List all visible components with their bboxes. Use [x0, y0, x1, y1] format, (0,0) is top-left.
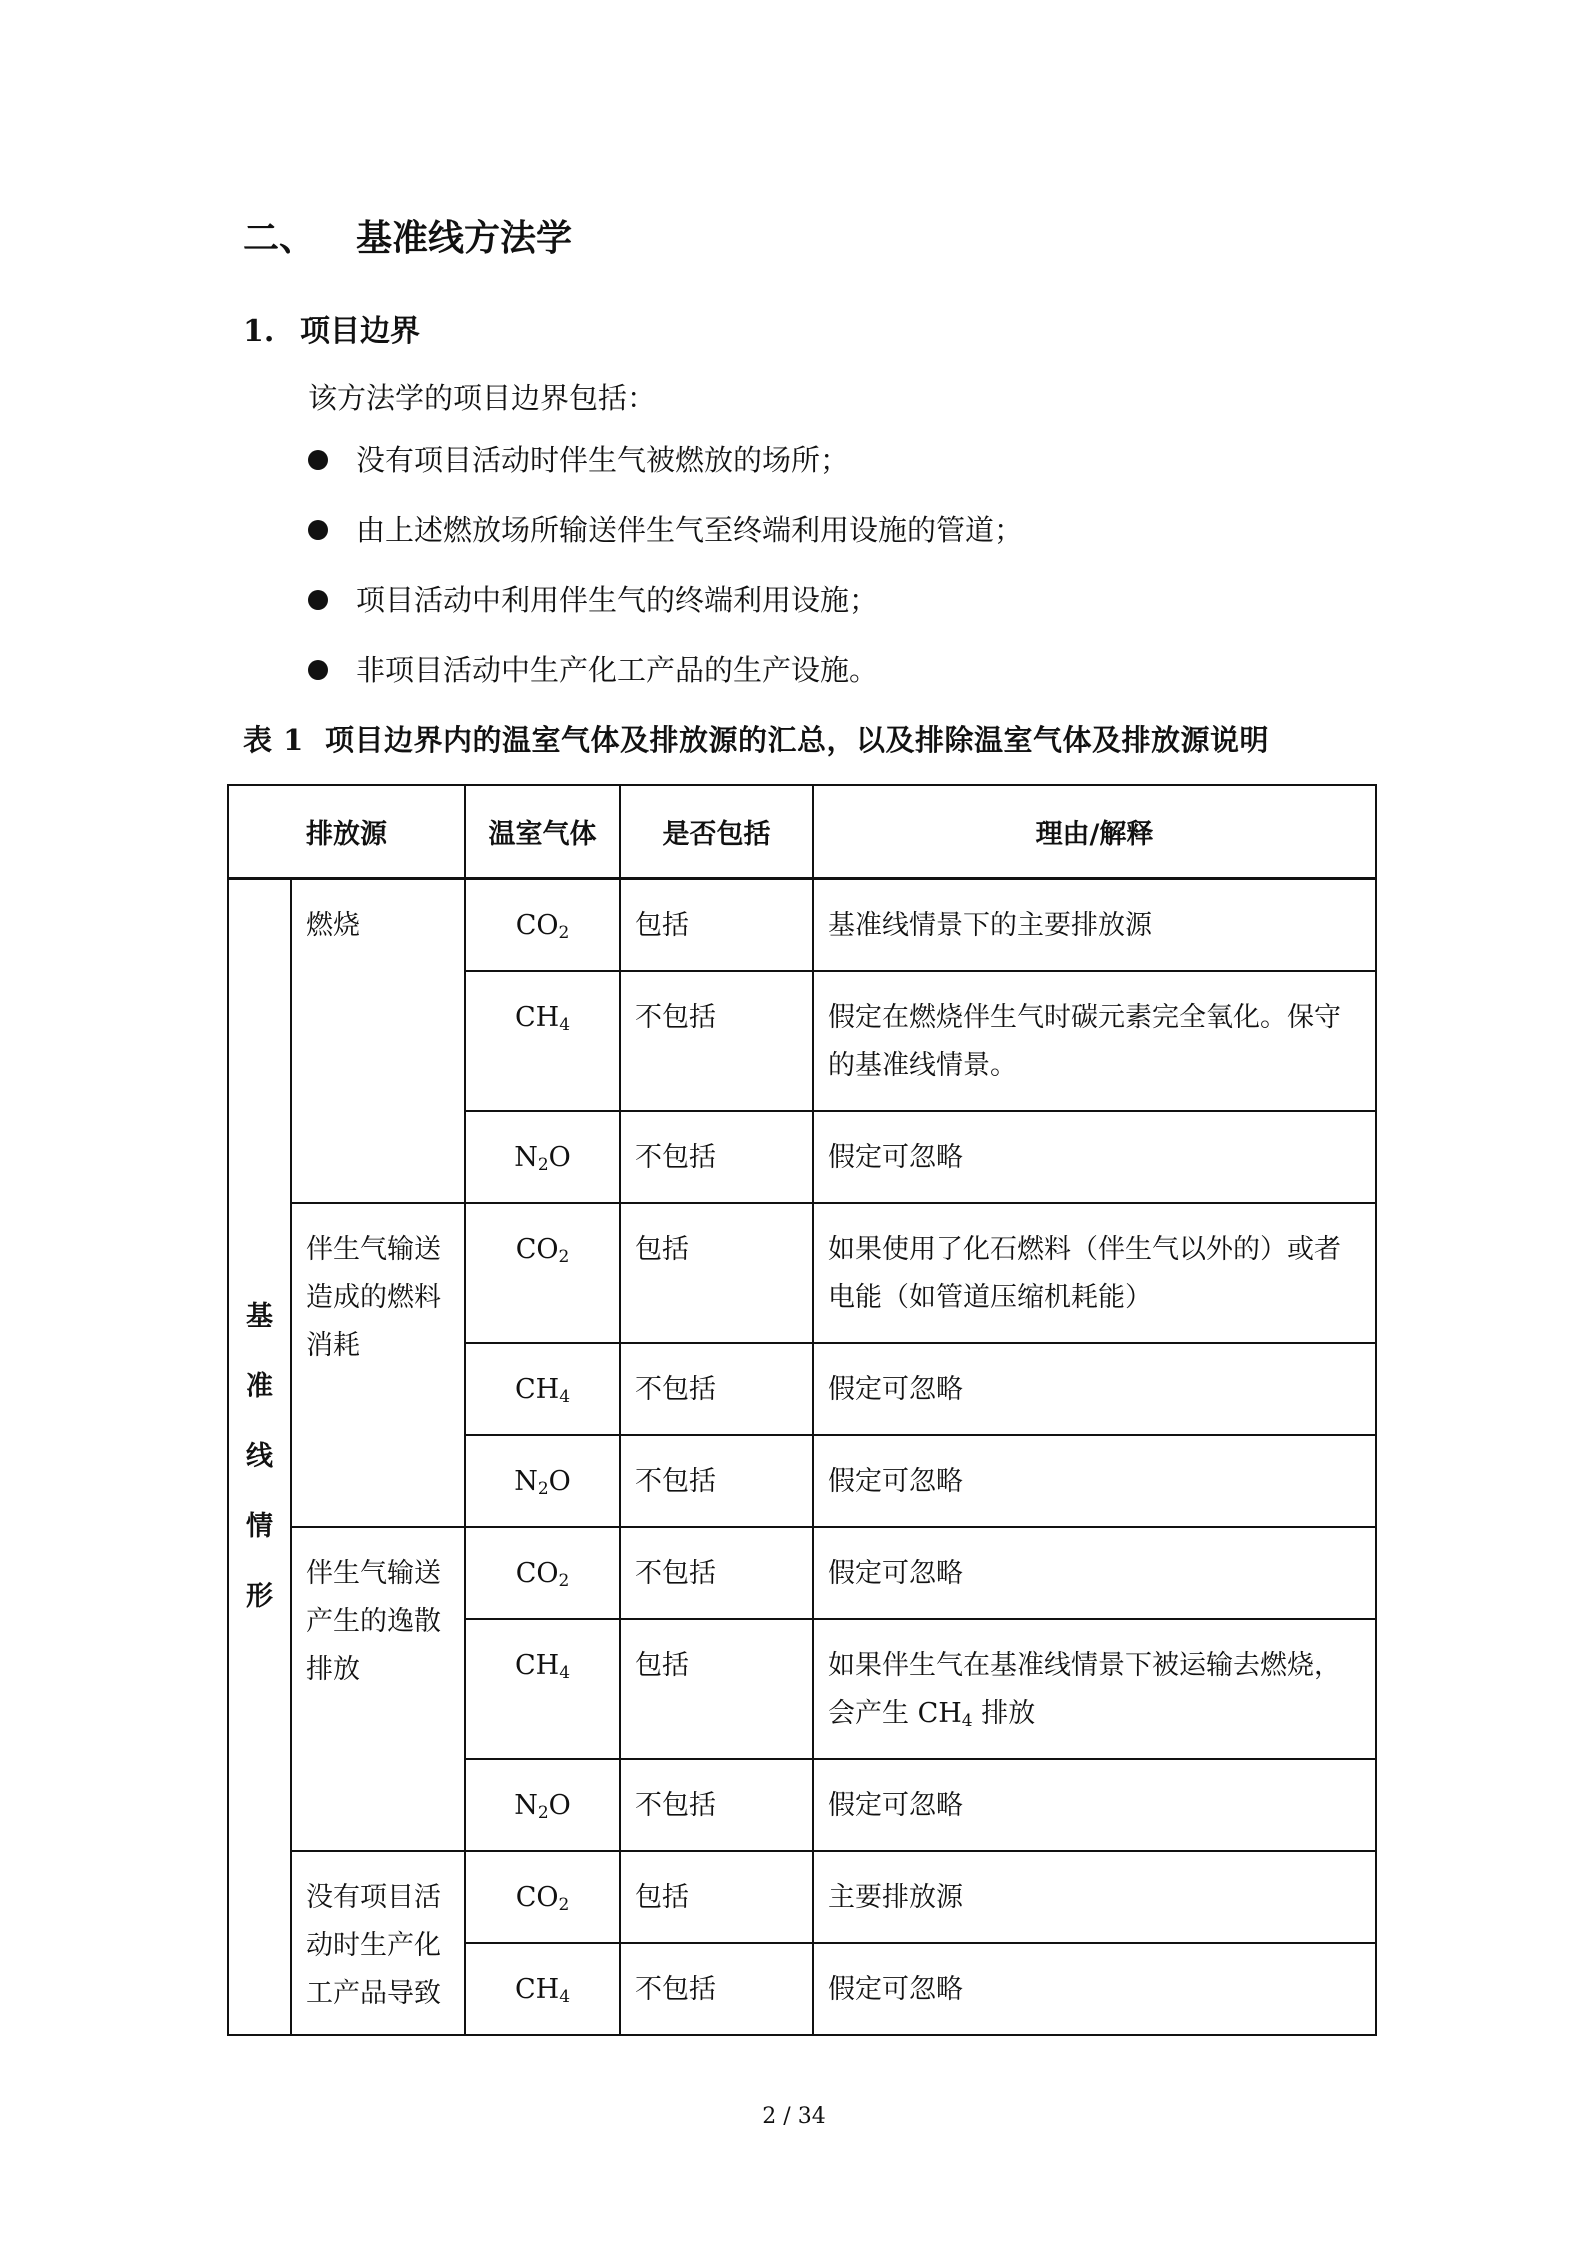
category-char: 线 — [246, 1440, 273, 1472]
list-item-text: 项目活动中利用伴生气的终端利用设施； — [356, 583, 879, 617]
list-item — [308, 650, 1023, 720]
header-reason: 理由/解释 — [813, 785, 1376, 879]
included-cell: 包括 — [620, 1851, 813, 1943]
source-cell: 没有项目活动时生产化工产品导致 — [291, 1851, 465, 2035]
category-char: 准 — [246, 1370, 273, 1402]
reason-cell: 假定可忽略 — [813, 1111, 1376, 1203]
source-cell: 伴生气输送造成的燃料消耗 — [291, 1203, 465, 1527]
included-cell: 不包括 — [620, 1759, 813, 1851]
bullet-icon — [308, 450, 328, 470]
included-cell: 包括 — [620, 879, 813, 971]
reason-cell: 假定可忽略 — [813, 1435, 1376, 1527]
reason-cell: 如果使用了化石燃料（伴生气以外的）或者电能（如管道压缩机耗能） — [813, 1203, 1376, 1343]
list-item — [308, 580, 1023, 650]
header-included: 是否包括 — [620, 785, 813, 879]
included-cell: 不包括 — [620, 1943, 813, 2035]
included-cell: 不包括 — [620, 1527, 813, 1619]
category-char: 情 — [246, 1510, 273, 1542]
table-row — [228, 879, 1376, 971]
category-cell — [228, 879, 291, 2035]
source-cell: 燃烧 — [291, 879, 465, 1203]
reason-cell: 假定可忽略 — [813, 1943, 1376, 2035]
gas-cell: $CH_4$ — [465, 1943, 620, 2035]
boundary-list — [308, 440, 1023, 720]
category-char: 形 — [246, 1580, 273, 1612]
reason-cell: 假定可忽略 — [813, 1527, 1376, 1619]
table-header-row — [228, 785, 1376, 879]
included-cell: 不包括 — [620, 1435, 813, 1527]
list-item-text: 没有项目活动时伴生气被燃放的场所； — [356, 443, 850, 477]
reason-cell: 假定可忽略 — [813, 1759, 1376, 1851]
gas-cell: $CO_2$ — [465, 1203, 620, 1343]
header-source: 排放源 — [228, 785, 465, 879]
table-row — [228, 1527, 1376, 1619]
emission-sources-table — [227, 784, 1377, 2036]
list-item — [308, 440, 1023, 510]
reason-cell: 基准线情景下的主要排放源 — [813, 879, 1376, 971]
gas-cell: $CH_4$ — [465, 1619, 620, 1759]
table-caption — [243, 718, 1269, 759]
included-cell: 不包括 — [620, 971, 813, 1111]
included-cell: 不包括 — [620, 1343, 813, 1435]
page-number: 2 / 34 — [762, 2104, 826, 2129]
included-cell: 包括 — [620, 1619, 813, 1759]
gas-cell: $N_2O$ — [465, 1759, 620, 1851]
gas-cell: $N_2O$ — [465, 1111, 620, 1203]
list-item-text: 非项目活动中生产化工产品的生产设施。 — [356, 653, 879, 687]
gas-cell: $CO_2$ — [465, 879, 620, 971]
gas-cell: $CO_2$ — [465, 1527, 620, 1619]
gas-cell: $CH_4$ — [465, 1343, 620, 1435]
included-cell: 不包括 — [620, 1111, 813, 1203]
reason-cell: 主要排放源 — [813, 1851, 1376, 1943]
subsection-number: 1. — [243, 314, 275, 349]
subsection-heading — [243, 306, 420, 350]
header-gas: 温室气体 — [465, 785, 620, 879]
reason-cell: 如果伴生气在基准线情景下被运输去燃烧，会产生 $CH_4$ 排放 — [813, 1619, 1376, 1759]
gas-cell: $N_2O$ — [465, 1435, 620, 1527]
bullet-icon — [308, 520, 328, 540]
section-number: 二、 — [243, 218, 316, 259]
section-title: 基准线方法学 — [356, 218, 573, 259]
category-char: 基 — [246, 1300, 273, 1332]
source-cell: 伴生气输送产生的逸散排放 — [291, 1527, 465, 1851]
gas-cell: $CO_2$ — [465, 1851, 620, 1943]
list-item-text: 由上述燃放场所输送伴生气至终端利用设施的管道； — [356, 513, 1024, 547]
subsection-title: 项目边界 — [300, 314, 420, 349]
intro-paragraph: 该方法学的项目边界包括： — [308, 381, 657, 415]
table-row — [228, 1851, 1376, 1943]
bullet-icon — [308, 660, 328, 680]
reason-cell: 假定在燃烧伴生气时碳元素完全氧化。保守的基准线情景。 — [813, 971, 1376, 1111]
table-row — [228, 1203, 1376, 1343]
reason-cell: 假定可忽略 — [813, 1343, 1376, 1435]
list-item — [308, 510, 1023, 580]
bullet-icon — [308, 590, 328, 610]
gas-cell: $CH_4$ — [465, 971, 620, 1111]
table-caption-number: 表 1 — [243, 723, 304, 757]
table-caption-title: 项目边界内的温室气体及排放源的汇总，以及排除温室气体及排放源说明 — [324, 723, 1269, 757]
included-cell: 包括 — [620, 1203, 813, 1343]
section-heading — [243, 210, 572, 261]
